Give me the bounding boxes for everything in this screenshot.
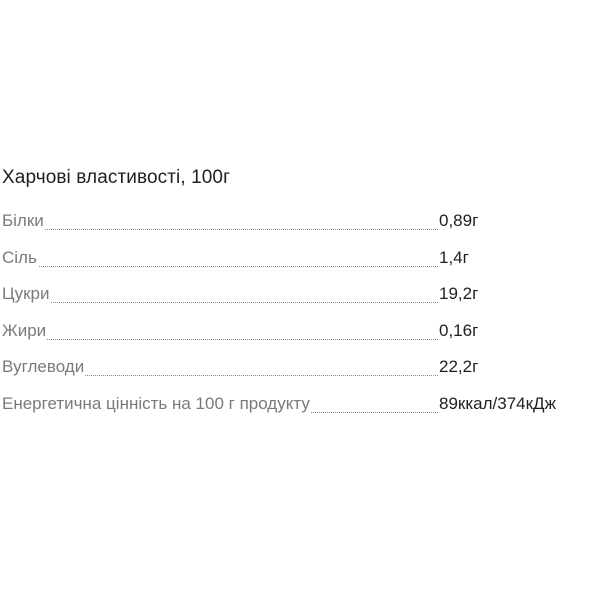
nutrition-title: Харчові властивості, 100г: [2, 167, 231, 188]
nutrition-label: Енергетична цінність на 100 г продукту: [2, 393, 310, 413]
nutrition-value: 19,2г: [439, 284, 479, 303]
nutrition-value: 0,89г: [439, 211, 479, 230]
nutrition-value: 89ккал/374кДж: [439, 393, 556, 413]
nutrition-label: Білки: [2, 211, 44, 230]
nutrition-facts-panel: [0, 166, 600, 425]
nutrition-row-salt: [0, 243, 600, 280]
nutrition-value: 22,2г: [439, 357, 479, 376]
nutrition-row-sugars: [0, 279, 600, 316]
nutrition-label: Вуглеводи: [2, 357, 85, 376]
dotted-leader: [2, 302, 438, 303]
nutrition-row-carbohydrates: [0, 352, 600, 389]
nutrition-row-protein: [0, 206, 600, 243]
nutrition-row-energy: [0, 389, 600, 426]
nutrition-label: Жири: [2, 320, 47, 340]
dotted-leader: [2, 266, 438, 267]
nutrition-value: 1,4г: [439, 247, 469, 267]
dotted-leader: [2, 339, 438, 340]
nutrition-label: Сіль: [2, 247, 37, 267]
nutrition-row-fats: [0, 316, 600, 353]
dotted-leader: [2, 229, 438, 230]
nutrition-value: 0,16г: [439, 320, 479, 340]
nutrition-list: [0, 206, 600, 425]
nutrition-label: Цукри: [2, 284, 50, 303]
